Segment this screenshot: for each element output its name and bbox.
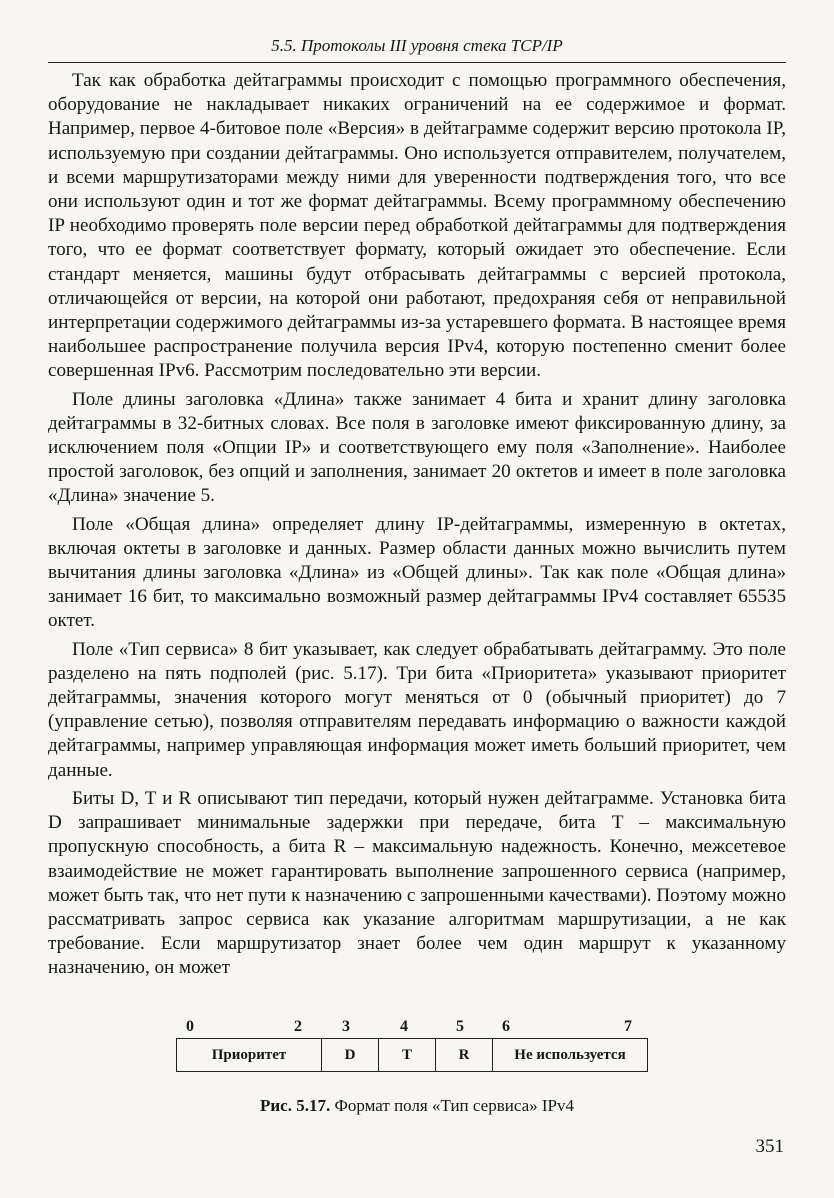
- field-t: T: [378, 1039, 435, 1071]
- bit-number: 4: [400, 1018, 408, 1035]
- bit-number: 6: [502, 1018, 510, 1035]
- field-unused: Не используется: [492, 1039, 647, 1071]
- paragraph: Поле «Общая длина» определяет длину IP-дейтаграммы, измеренную в октетах, включая октеты в заголовке и данных. Размер области данных можно вычислить путем вычитания длины заголовка «Длина» из «Общей длины». Так как поле «Общая длина» занимает 16 бит, то максимально возможный размер дейтаграммы IPv4 составляет 65535 октет.: [48, 513, 786, 632]
- field-d: D: [321, 1039, 378, 1071]
- page-number: 351: [755, 1136, 784, 1157]
- bit-number: 3: [342, 1018, 350, 1035]
- paragraph: Поле длины заголовка «Длина» также занимает 4 бита и хранит длину заголовка дейтаграммы в 32-битных словах. Все поля в заголовке имеют фиксированную длину, за исключением поля «Опции IP» и соответствующего ему поля «Заполнение». Наиболее простой заголовок, без опций и заполнения, занимает 20 октетов и имеет в поле заголовка «Длина» значение 5.: [48, 388, 786, 507]
- bit-number: 7: [624, 1018, 632, 1035]
- field-row: [176, 1038, 648, 1072]
- header-rule: [48, 62, 786, 63]
- figure-caption: [48, 1096, 786, 1116]
- running-header: 5.5. Протоколы III уровня стека TCP/IP: [271, 36, 563, 55]
- bit-number: 0: [186, 1018, 194, 1035]
- bit-number: 2: [294, 1018, 302, 1035]
- caption-text: Формат поля «Тип сервиса» IPv4: [334, 1096, 574, 1115]
- field-r: R: [435, 1039, 492, 1071]
- field-priority: Приоритет: [211, 1046, 287, 1063]
- paragraph: Биты D, T и R описывают тип передачи, который нужен дейтаграмме. Установка бита D запрашивает минимальные задержки при передаче, бита T – максимальную пропускную способность, а бита R – максимальную надежность. Конечно, межсетевое взаимодействие не может гарантировать выполнение запрошенного сервиса (например, может быть так, что нет пути к назначению с запрошенными качествами). Поэтому можно рассматривать запрос сервиса как указание алгоритмам маршрутизации, а не как требование. Если маршрутизатор знает более чем один маршрут к указанному назначению, он может: [48, 787, 786, 979]
- caption-label: Рис. 5.17.: [259, 1096, 331, 1115]
- bit-number: 5: [456, 1018, 464, 1035]
- tos-field-diagram: [176, 1018, 648, 1072]
- bit-number-row: [176, 1018, 648, 1038]
- paragraph: Так как обработка дейтаграммы происходит с помощью программного обеспечения, оборудование не накладывает никаких ограничений на ее содержимое и формат. Например, первое 4-битовое поле «Версия» в дейтаграмме содержит версию протокола IP, используемую при создании дейтаграммы. Оно используется отправителем, получателем, и всеми маршрутизаторами между ними для уверенности подтверждения того, что все они используют один и тот же формат дейтаграммы. Всему программному обеспечению IP необходимо проверять поле версии перед обработкой дейтаграммы для подтверждения того, что ее формат соответствует формату, который ожидает это обеспечение. Если стандарт меняется, машины будут отбрасывать дейтаграммы с версией протокола, отличающейся от версии, на которой они работают, предохраняя себя от неправильной интерпретации содержимого дейтаграммы из-за устаревшего формата. В настоящее время наибольшее распространение получила версия IPv4, которую постепенно сменит более совершенная IPv6. Рассмотрим последовательно эти версии.: [48, 70, 786, 382]
- paragraph: Поле «Тип сервиса» 8 бит указывает, как следует обрабатывать дейтаграмму. Это поле разделено на пять подполей (рис. 5.17). Три бита «Приоритета» указывают приоритет дейтаграммы, значения которого могут меняться от 0 (обычный приоритет) до 7 (управление сетью), позволяя отправителям передавать информацию о важности каждой дейтаграммы, например управляющая информация может иметь больший приоритет, чем данные.: [48, 638, 786, 781]
- page-body: [48, 69, 786, 981]
